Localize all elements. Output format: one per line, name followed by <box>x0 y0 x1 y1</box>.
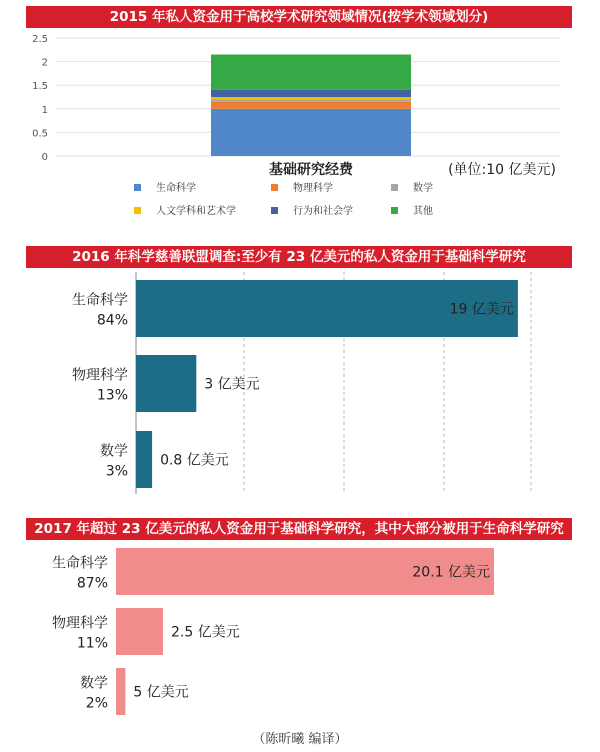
legend-label-4: 人文学科和艺术学 <box>156 206 236 217</box>
value-label-3: 0.8 亿美元 <box>160 452 229 469</box>
legend-label-6: 其他 <box>413 206 433 217</box>
percent-label-3: 3% <box>105 463 128 480</box>
value-label-1: 19 亿美元 <box>449 301 514 318</box>
legend-swatch-2 <box>271 184 278 191</box>
stacked-bar-chart-2015 <box>26 30 572 240</box>
legend-label-2: 物理科学 <box>293 183 333 194</box>
legend-label-3: 数学 <box>413 183 433 194</box>
legend-swatch-1 <box>134 184 141 191</box>
y-tick-label: 1 <box>41 104 48 116</box>
legend-swatch-5 <box>271 207 278 214</box>
legend-swatch-3 <box>391 184 398 191</box>
value-label-1: 20.1 亿美元 <box>412 564 490 581</box>
legend-label-1: 生命科学 <box>156 183 196 194</box>
value-label-3: 5 亿美元 <box>133 684 189 701</box>
y-tick-label: 2.5 <box>32 34 48 45</box>
category-label-2: 物理科学 <box>52 615 108 632</box>
bar-2 <box>116 608 163 655</box>
bar-segment-2 <box>211 102 411 109</box>
bar-3 <box>136 431 152 488</box>
value-label-2: 2.5 亿美元 <box>171 624 240 641</box>
legend-label-5: 行为和社会学 <box>293 206 353 217</box>
percent-label-3: 2% <box>85 695 108 712</box>
chart1-title-banner <box>26 6 572 28</box>
legend-swatch-4 <box>134 207 141 214</box>
y-tick-label: 0 <box>41 152 48 163</box>
category-label-3: 数学 <box>100 443 128 460</box>
category-label-1: 生命科学 <box>52 555 108 572</box>
chart2-title-banner <box>26 246 572 268</box>
percent-label-1: 84% <box>96 312 128 329</box>
legend-swatch-6 <box>391 207 398 214</box>
bar-segment-6 <box>211 55 411 90</box>
percent-label-2: 13% <box>96 387 128 404</box>
x-category-label: 基础研究经费 <box>269 162 353 178</box>
chart3-title-banner <box>26 518 572 540</box>
value-label-2: 3 亿美元 <box>204 376 260 393</box>
y-tick-label: 1.5 <box>32 81 48 93</box>
category-label-3: 数学 <box>80 675 108 692</box>
editor-credit: （陈昕曦 编译） <box>252 732 348 747</box>
percent-label-1: 87% <box>76 575 108 592</box>
bar-3 <box>116 668 125 715</box>
unit-note: (单位:10 亿美元) <box>448 162 556 178</box>
percent-label-2: 11% <box>76 635 108 652</box>
chart3-title: 2017 年超过 23 亿美元的私人资金用于基础科学研究，其中大部分被用于生命科学研究 <box>34 521 564 537</box>
bar-segment-3 <box>211 99 411 101</box>
y-tick-label: 0.5 <box>32 128 48 140</box>
chart1-title: 2015 年私人资金用于高校学术研究领域情况(按学术领域划分) <box>109 9 489 25</box>
horizontal-bar-chart-2017 <box>26 540 572 724</box>
bar-2 <box>136 355 196 412</box>
category-label-1: 生命科学 <box>72 292 128 309</box>
bar-segment-4 <box>211 97 411 99</box>
y-tick-label: 2 <box>41 57 48 69</box>
category-label-2: 物理科学 <box>72 367 128 384</box>
bar-segment-1 <box>211 109 411 156</box>
horizontal-bar-chart-2016 <box>26 268 572 506</box>
bar-segment-5 <box>211 90 411 97</box>
chart2-title: 2016 年科学慈善联盟调查:至少有 23 亿美元的私人资金用于基础科学研究 <box>72 249 526 265</box>
